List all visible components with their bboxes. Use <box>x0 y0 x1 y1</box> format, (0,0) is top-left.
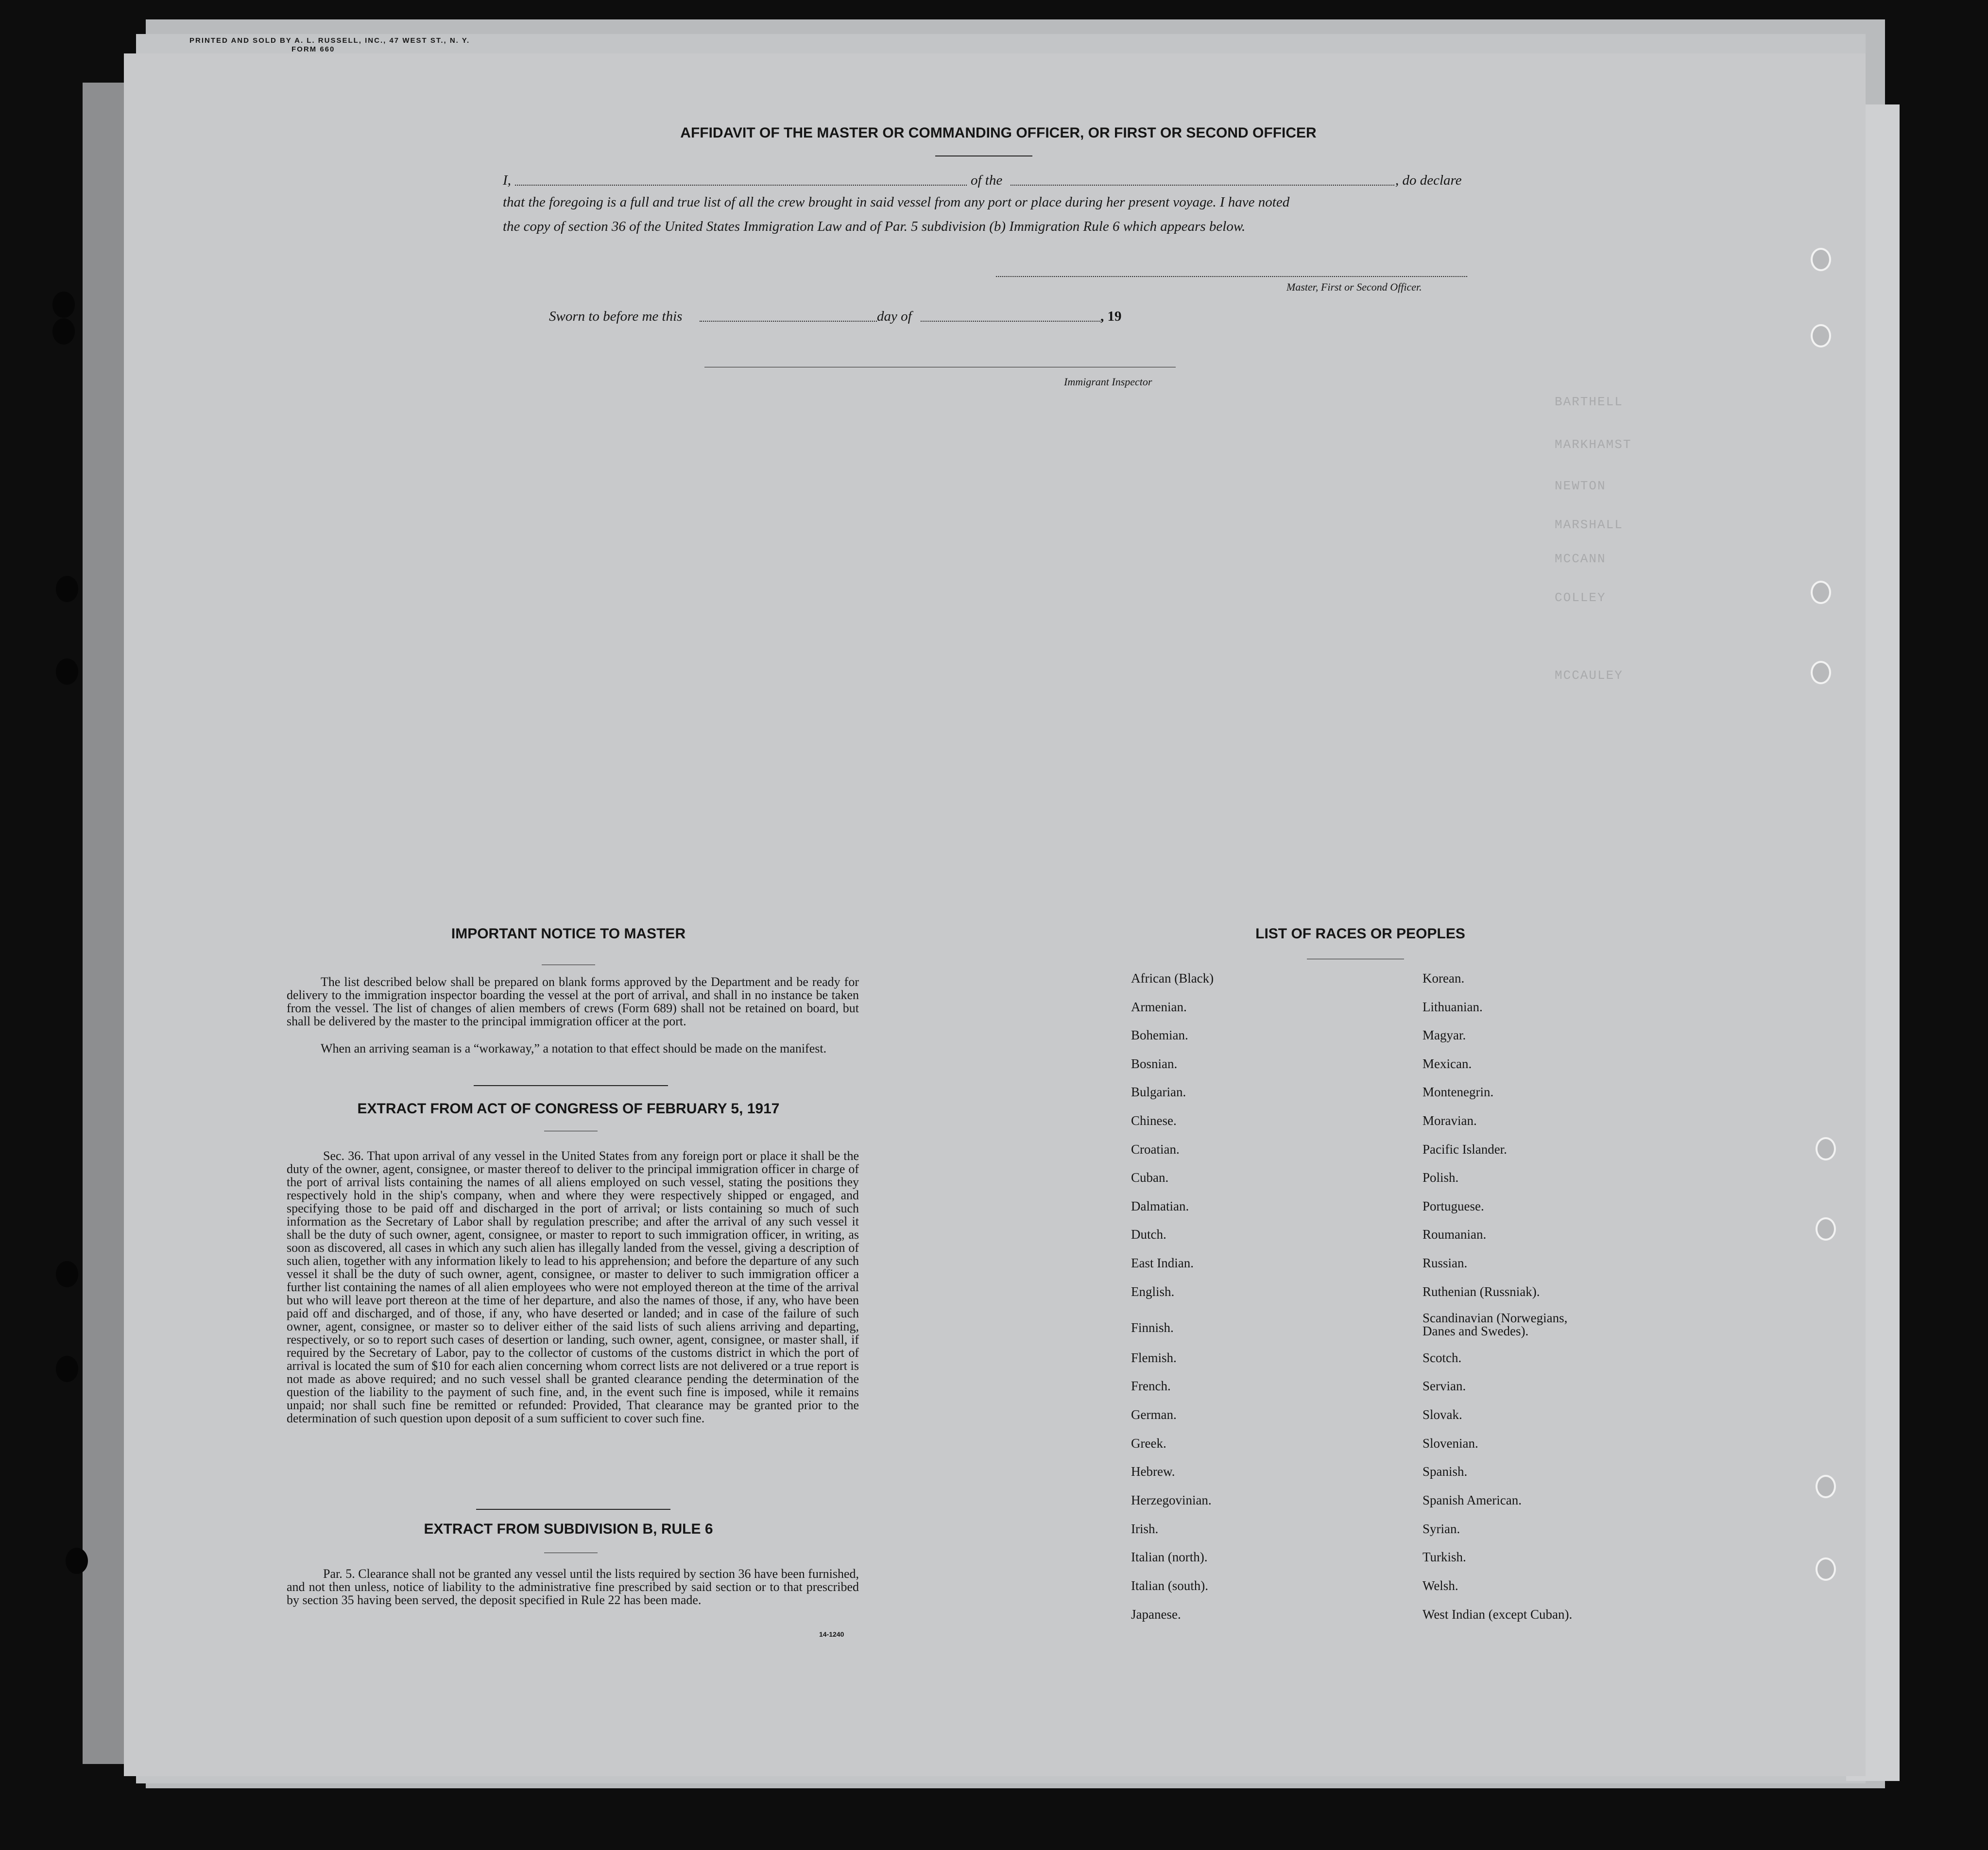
race-item: Scotch. <box>1422 1350 1462 1365</box>
race-item: Italian (south). <box>1131 1578 1208 1593</box>
form-label: FORM 660 <box>291 45 335 53</box>
race-item: Polish. <box>1422 1170 1459 1185</box>
race-item: Armenian. <box>1131 1000 1187 1014</box>
sworn-label: Sworn to before me this <box>549 309 683 324</box>
race-item: Italian (north). <box>1131 1550 1208 1564</box>
binder-hole <box>56 1261 78 1287</box>
extract-rule6-title: EXTRACT FROM SUBDIVISION B, RULE 6 <box>424 1521 713 1537</box>
race-item: Herzegovinian. <box>1131 1493 1212 1507</box>
extract-congress-title: EXTRACT FROM ACT OF CONGRESS OF FEBRUARY 5, 1917 <box>357 1101 780 1117</box>
affidavit-declare-label: , do declare <box>1395 173 1462 188</box>
year-label: , 19 <box>1100 309 1122 324</box>
race-item: Bulgarian. <box>1131 1085 1186 1099</box>
binder-hole <box>56 658 78 685</box>
race-item: Welsh. <box>1422 1578 1458 1593</box>
race-item: Magyar. <box>1422 1028 1466 1042</box>
race-item: Dalmatian. <box>1131 1199 1189 1213</box>
bleed-through: MCCANN <box>1555 552 1606 566</box>
extract-rule6-text: Par. 5. Clearance shall not be granted any vessel until the lists required by section 36 have been furnished, and not then unless, notice of liability to the administrative fine prescribed by said section or to that prescribed by section 35 having been served, the deposit specified in Rule 22 has been made. <box>287 1567 859 1607</box>
race-item: Slovenian. <box>1422 1436 1478 1451</box>
extract-congress-text: Sec. 36. That upon arrival of any vessel in the United States from any foreign port or place it shall be the duty of the owner, agent, consignee, or master thereof to deliver to the principal immigration officer in charge of the port of arrival lists containing the names of all aliens employed on such vessel, stating the positions they respectively hold in the ship's company, when and where they were respectively shipped or engaged, and specifying those to be paid off and discharged in the port of arrival; or lists containing so much of such information as the Secretary of Labor shall by regulation prescribe; and after the arrival of any such vessel it shall be the duty of such owner, agent, consignee, or master to report to such immigration officer, in writing, as soon as discovered, all cases in which any such alien has illegally landed from the vessel, giving a description of such alien, together with any information likely to lead to his apprehension; and before the departure of any such vessel it shall be the duty of such owner, agent, consignee, or master to deliver to such immigration officer a further list containing the names of all alien employees who were not employed thereon at the time of the arrival but who will leave port thereon at the time of her departure, and also the names of those, if any, who have been paid off and discharged, and of those, if any, who have deserted or landed; and in case of the failure of such owner, agent, consignee, or master so to deliver either of the said lists of such aliens arriving and departing, respectively, or so to report such cases of desertion or landing, such owner, agent, consignee, or master shall, if required by the Secretary of Labor, pay to the collector of customs of the customs district in which the port of arrival is located the sum of $10 for each alien concerning whom correct lists are not delivered or a true report is not made as above required; and no such vessel shall be granted clearance pending the determination of the question of the liability to the payment of such fine, and, in the event such fine is imposed, while it remains unpaid; nor shall such fine be remitted or refunded: Provided, That clearance may be granted prior to the determination of such question upon deposit of a sum sufficient to cover such fine. <box>287 1149 859 1425</box>
bleed-through: NEWTON <box>1555 479 1606 493</box>
races-title: LIST OF RACES OR PEOPLES <box>1255 926 1465 942</box>
race-item: Servian. <box>1422 1379 1466 1393</box>
binder-hole <box>56 1356 78 1382</box>
binder-hole <box>1811 661 1831 684</box>
sworn-date-line[interactable] <box>700 321 877 322</box>
binder-hole <box>52 292 75 318</box>
race-item: Scandinavian (Norwegians, Danes and Swedes). <box>1422 1311 1568 1338</box>
bleed-through: BARTHELL <box>1555 395 1623 409</box>
notice-title: IMPORTANT NOTICE TO MASTER <box>451 926 686 942</box>
binder-strip <box>83 83 126 1764</box>
race-item: Pacific Islander. <box>1422 1142 1507 1157</box>
race-item: Dutch. <box>1131 1227 1166 1242</box>
day-of-label: day of <box>877 309 912 324</box>
race-item: Chinese. <box>1131 1113 1177 1128</box>
race-item: French. <box>1131 1379 1171 1393</box>
officer-signature-line[interactable] <box>996 276 1467 277</box>
form-number: 14-1240 <box>819 1630 844 1638</box>
race-item: Bohemian. <box>1131 1028 1188 1042</box>
race-item: Finnish. <box>1131 1320 1174 1335</box>
section-rule <box>474 1085 668 1086</box>
printer-imprint <box>189 36 470 54</box>
race-item: Moravian. <box>1422 1113 1477 1128</box>
officer-label: Master, First or Second Officer. <box>1286 281 1422 293</box>
race-item: Flemish. <box>1131 1350 1177 1365</box>
race-item: Turkish. <box>1422 1550 1466 1564</box>
name-line[interactable] <box>515 185 967 186</box>
race-item: German. <box>1131 1407 1177 1422</box>
binder-hole <box>1816 1137 1836 1160</box>
sworn-month-line[interactable] <box>921 321 1100 322</box>
binder-hole <box>56 576 78 602</box>
affidavit-i-label: I, <box>503 173 511 188</box>
affidavit-of-the-label: of the <box>971 173 1003 188</box>
race-item: Ruthenian (Russniak). <box>1422 1284 1540 1299</box>
binder-hole <box>1811 324 1831 347</box>
race-item: Japanese. <box>1131 1607 1181 1622</box>
bleed-through: MARSHALL <box>1555 518 1623 532</box>
binder-hole <box>52 318 75 345</box>
race-item: African (Black) <box>1131 971 1214 986</box>
inspector-label: Immigrant Inspector <box>1064 376 1152 388</box>
race-item: Mexican. <box>1422 1056 1472 1071</box>
bleed-through: COLLEY <box>1555 590 1606 605</box>
bleed-through: MCCAULEY <box>1555 668 1623 683</box>
printer-line: PRINTED AND SOLD BY A. L. RUSSELL, INC., 47 WEST ST., N. Y. <box>189 36 470 45</box>
race-item: Lithuanian. <box>1422 1000 1483 1014</box>
binder-hole <box>1811 248 1831 271</box>
race-item: English. <box>1131 1284 1175 1299</box>
race-item: Croatian. <box>1131 1142 1180 1157</box>
race-item: Spanish. <box>1422 1464 1468 1479</box>
notice-paragraph-2: When an arriving seaman is a “workaway,” a notation to that effect should be made on the manifest. <box>321 1041 827 1055</box>
binder-hole <box>1816 1475 1836 1498</box>
race-item: Bosnian. <box>1131 1056 1178 1071</box>
race-item: Russian. <box>1422 1256 1468 1270</box>
binder-hole <box>1811 581 1831 604</box>
race-item: Cuban. <box>1131 1170 1169 1185</box>
race-item: Slovak. <box>1422 1407 1462 1422</box>
race-item: Spanish American. <box>1422 1493 1522 1507</box>
affidavit-title: AFFIDAVIT OF THE MASTER OR COMMANDING OFFICER, OR FIRST OR SECOND OFFICER <box>680 125 1317 141</box>
binder-hole <box>1816 1217 1836 1241</box>
binder-hole <box>66 1548 88 1574</box>
race-item: Portuguese. <box>1422 1199 1484 1213</box>
binder-hole <box>1816 1557 1836 1581</box>
race-item: East Indian. <box>1131 1256 1194 1270</box>
section-rule <box>476 1509 670 1510</box>
race-item: Montenegrin. <box>1422 1085 1494 1099</box>
race-item: Syrian. <box>1422 1521 1460 1536</box>
race-item: Greek. <box>1131 1436 1166 1451</box>
notice-paragraph-1: The list described below shall be prepared on blank forms approved by the Department and be ready for delivery to the immigration inspector boarding the vessel at the port of arrival, and shall in no instance be taken from the vessel. The list of changes of alien members of crews (Form 689) shall not be retained on board, but shall be delivered by the master to the principal immigration officer at the port. <box>287 975 859 1028</box>
race-item: Irish. <box>1131 1521 1159 1536</box>
race-item: West Indian (except Cuban). <box>1422 1607 1573 1622</box>
affidavit-line-3: the copy of section 36 of the United States Immigration Law and of Par. 5 subdivision (b) Immigration Rule 6 which appears below. <box>503 219 1246 234</box>
race-item: Hebrew. <box>1131 1464 1175 1479</box>
manifest-page <box>124 53 1866 1776</box>
race-item: Korean. <box>1422 971 1465 986</box>
bleed-through: MARKHAMST <box>1555 437 1632 452</box>
affidavit-line-2: that the foregoing is a full and true list of all the crew brought in said vessel from any port or place during her present voyage. I have noted <box>503 194 1290 210</box>
race-item: Roumanian. <box>1422 1227 1487 1242</box>
vessel-line[interactable] <box>1011 185 1394 186</box>
